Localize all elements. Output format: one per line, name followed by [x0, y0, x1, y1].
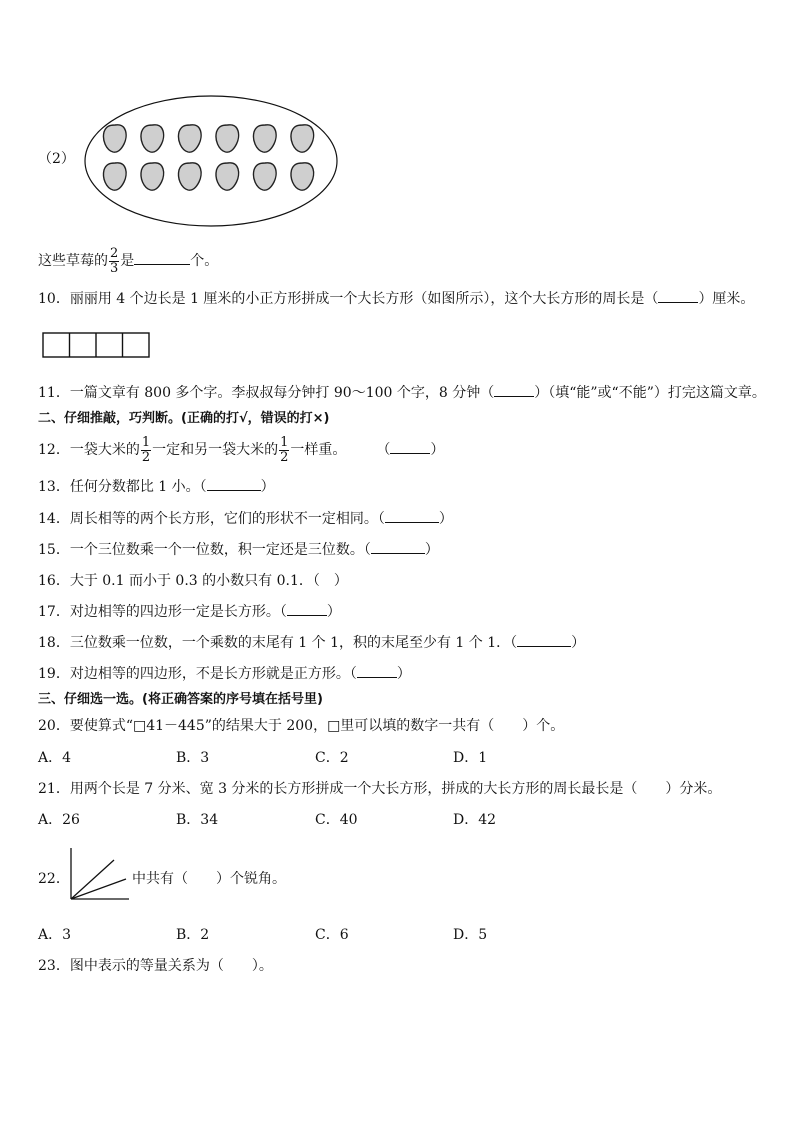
- section-2-title: 二、仔细推敲，巧判断。(正确的打√，错误的打×): [38, 411, 330, 426]
- q11-end: ）（填“能”或“不能”）打完这篇文章。: [534, 385, 766, 401]
- q18-answer-blank[interactable]: [517, 634, 571, 647]
- q17-answer-blank[interactable]: [287, 603, 327, 616]
- question-19: [38, 665, 411, 683]
- q22-option-c[interactable]: C．6: [315, 927, 349, 943]
- q20-option-c[interactable]: C．2: [315, 750, 349, 766]
- strawberry-icon: [178, 125, 201, 152]
- question-18: [38, 634, 585, 652]
- strawberry-figure: [84, 94, 338, 228]
- q22-angles-figure: [66, 846, 132, 902]
- section-3-title: 三、仔细选一选。(将正确答案的序号填在括号里): [38, 692, 323, 707]
- q14-text: 14．周长相等的两个长方形，它们的形状不一定相同。（: [38, 511, 385, 527]
- q14-answer-blank[interactable]: [385, 510, 439, 523]
- q20-option-d[interactable]: D．1: [453, 750, 488, 766]
- q22-text: 中共有（ ）个锐角。: [132, 871, 286, 887]
- q18-end: ）: [571, 635, 586, 651]
- q19-text: 19．对边相等的四边形，不是长方形就是正方形。（: [38, 666, 357, 682]
- q9-text-after: 个。: [190, 253, 219, 269]
- fraction-numerator: 2: [110, 245, 119, 261]
- q12-text-b: 一定和另一袋大米的: [152, 442, 279, 458]
- q21-option-b[interactable]: B．34: [176, 812, 219, 828]
- strawberry-icon: [103, 125, 126, 152]
- q12-text-a: 12．一袋大米的: [38, 442, 140, 458]
- q20-option-a[interactable]: A．4: [38, 750, 72, 766]
- q10-end: ）厘米。: [698, 291, 755, 307]
- q19-end: ）: [396, 666, 411, 682]
- strawberry-icon: [291, 163, 314, 190]
- q22-option-d[interactable]: D．5: [453, 927, 488, 943]
- q15-answer-blank[interactable]: [371, 541, 425, 554]
- question-20: 20．要使算式“□41－445”的结果大于 200，□里可以填的数字一共有（ ）个。: [38, 718, 565, 734]
- q9-text-line: [38, 246, 218, 276]
- q21-option-c[interactable]: C．40: [315, 812, 358, 828]
- q10-squares-figure: [42, 332, 150, 358]
- q9-fraction: [109, 247, 119, 276]
- q20-option-b[interactable]: B．3: [176, 750, 210, 766]
- q12-answer-blank[interactable]: [390, 441, 430, 454]
- q17-text: 17．对边相等的四边形一定是长方形。（: [38, 604, 287, 620]
- q11-text: 11．一篇文章有 800 多个字。李叔叔每分钟打 90～100 个字，8 分钟（: [38, 385, 495, 401]
- question-12: [38, 434, 444, 466]
- q12-fraction-1: [141, 436, 151, 465]
- q14-end: ）: [438, 511, 453, 527]
- q18-text: 18．三位数乘一位数，一个乘数的末尾有 1 个 1，积的末尾至少有 1 个 1．（: [38, 635, 518, 651]
- q13-end: ）: [260, 479, 275, 495]
- question-17: [38, 603, 341, 621]
- q12-paren-right: ）: [430, 442, 445, 458]
- strawberry-icon: [253, 125, 276, 152]
- q15-end: ）: [424, 542, 439, 558]
- question-21: 21．用两个长是 7 分米、宽 3 分米的长方形拼成一个大长方形，拼成的大长方形的周长最长是（ ）分米。: [38, 781, 722, 797]
- q15-text: 15．一个三位数乘一个一位数，积一定还是三位数。（: [38, 542, 371, 558]
- q9-answer-blank[interactable]: [134, 252, 190, 265]
- q13-text: 13．任何分数都比 1 小。（: [38, 479, 207, 495]
- question-11: [38, 384, 766, 402]
- q21-option-d[interactable]: D．42: [453, 812, 497, 828]
- fraction-numerator: 1: [141, 434, 151, 450]
- strawberry-icon: [141, 125, 164, 152]
- question-23: 23．图中表示的等量关系为（ ）。: [38, 958, 273, 974]
- q17-end: ）: [326, 604, 341, 620]
- strawberry-icon: [141, 163, 164, 190]
- question-16: 16．大于 0.1 而小于 0.3 的小数只有 0.1．（ ）: [38, 573, 348, 589]
- question-14: [38, 510, 453, 528]
- q9-text-is: 是: [120, 253, 135, 269]
- q12-paren-left: （: [376, 442, 391, 458]
- strawberry-icon: [216, 163, 239, 190]
- strawberry-icon: [253, 163, 276, 190]
- question-13: [38, 478, 275, 496]
- question-10: [38, 290, 754, 308]
- fraction-denominator: 2: [141, 449, 151, 465]
- q11-answer-blank[interactable]: [494, 384, 534, 397]
- question-15: [38, 541, 439, 559]
- q9-part-label: （2）: [38, 151, 75, 167]
- q22-number: 22．: [38, 871, 70, 887]
- q10-text: 10．丽丽用 4 个边长是 1 厘米的小正方形拼成一个大长方形（如图所示），这个大长方形的周长是（: [38, 291, 659, 307]
- q21-option-a[interactable]: A．26: [38, 812, 80, 828]
- q10-answer-blank[interactable]: [658, 290, 698, 303]
- strawberry-icon: [178, 163, 201, 190]
- fraction-denominator: 2: [280, 449, 289, 465]
- strawberry-icon: [103, 163, 126, 190]
- q9-text-before: 这些草莓的: [38, 253, 108, 269]
- q19-answer-blank[interactable]: [357, 665, 397, 678]
- fraction-denominator: 3: [110, 260, 119, 276]
- strawberry-icon: [291, 125, 314, 152]
- fraction-numerator: 1: [280, 434, 289, 450]
- q22-option-b[interactable]: B．2: [176, 927, 210, 943]
- q22-option-a[interactable]: A．3: [38, 927, 72, 943]
- q12-text-c: 一样重。: [290, 442, 347, 458]
- q12-fraction-2: [279, 436, 289, 465]
- strawberry-icon: [216, 125, 239, 152]
- q13-answer-blank[interactable]: [207, 478, 261, 491]
